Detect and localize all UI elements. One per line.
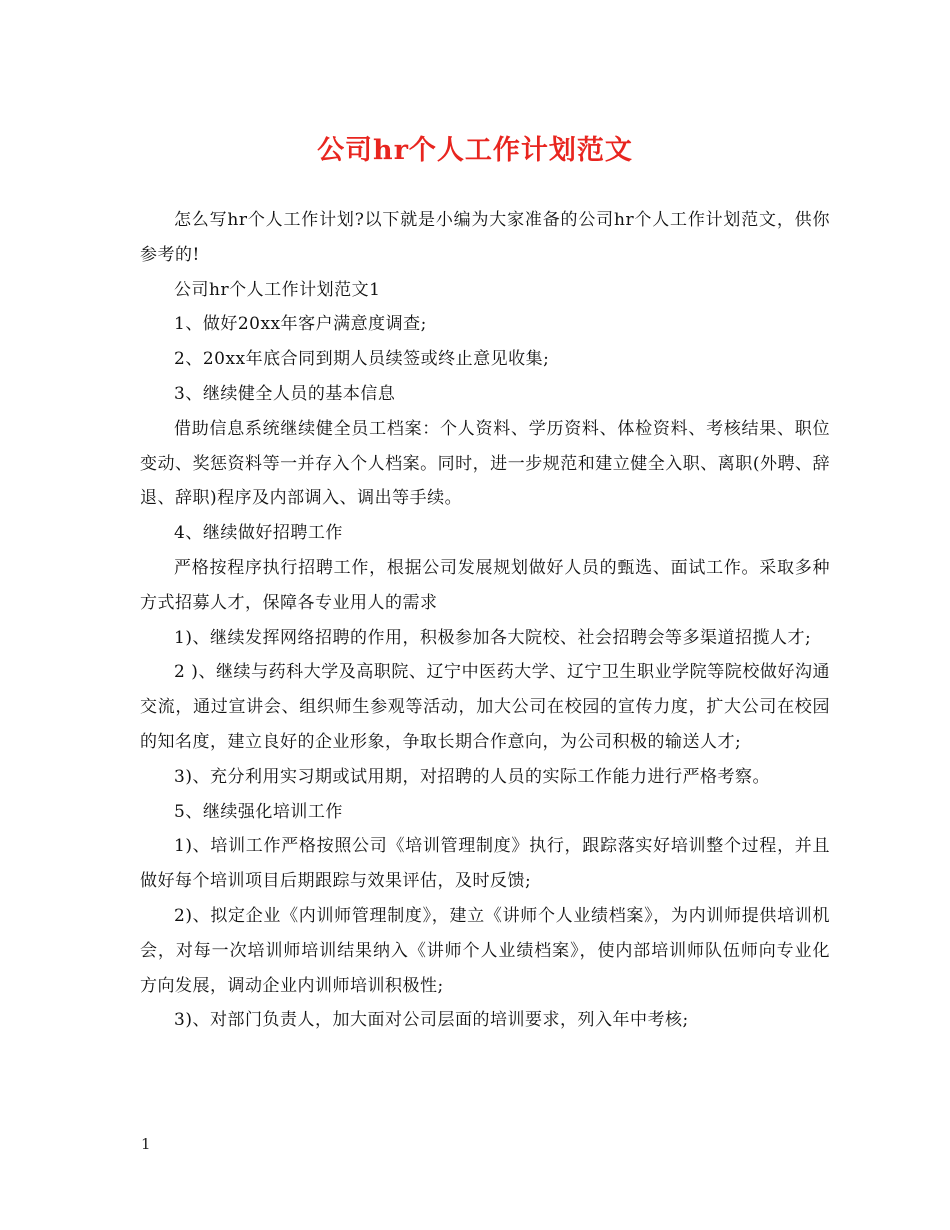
paragraph-item-2: 2、20xx年底合同到期人员续签或终止意见收集; — [174, 349, 550, 370]
document-body — [140, 203, 830, 1038]
paragraph-item-4-sub-2: 2 )、继续与药科大学及高职院、辽宁中医药大学、辽宁卫生职业学院等院校做好沟通交流，通过宣讲会、组织师生参观等活动，加大公司在校园的宣传力度，扩大公司在校园的知名度，建立良好的企业形象，争取长期合作意向，为公司积极的输送人才; — [140, 662, 830, 752]
paragraph-item-5-sub-3: 3)、对部门负责人，加大面对公司层面的培训要求，列入年中考核; — [174, 1010, 689, 1031]
paragraph-item-1: 1、做好20xx年客户满意度调查; — [174, 314, 427, 335]
paragraph-item-4-sub-1: 1)、继续发挥网络招聘的作用，积极参加各大院校、社会招聘会等多渠道招揽人才; — [174, 627, 812, 648]
paragraph-section-heading: 公司hr个人工作计划范文1 — [174, 279, 381, 300]
document-title: 公司hr个人工作计划范文 — [317, 135, 633, 166]
paragraph-item-4: 4、继续做好招聘工作 — [174, 523, 343, 544]
paragraph-item-5-sub-1: 1)、培训工作严格按照公司《培训管理制度》执行，跟踪落实好培训整个过程，并且做好每个培训项目后期跟踪与效果评估，及时反馈; — [140, 836, 830, 892]
paragraph-item-5-sub-2: 2)、拟定企业《内训师管理制度》，建立《讲师个人业绩档案》，为内训师提供培训机会，对每一次培训师培训结果纳入《讲师个人业绩档案》，使内部培训师队伍师向专业化方向发展，调动企业内训师培训积极性; — [140, 905, 830, 996]
paragraph-item-3: 3、继续健全人员的基本信息 — [174, 383, 396, 404]
paragraph-item-4-detail: 严格按程序执行招聘工作，根据公司发展规划做好人员的甄选、面试工作。采取多种方式招募人才，保障各专业用人的需求 — [140, 557, 830, 613]
paragraph-item-4-sub-3: 3)、充分利用实习期或试用期，对招聘的人员的实际工作能力进行严格考察。 — [174, 766, 770, 787]
paragraph-item-3-detail: 借助信息系统继续健全员工档案：个人资料、学历资料、体检资料、考核结果、职位变动、奖惩资料等一并存入个人档案。同时，进一步规范和建立健全入职、离职(外聘、辞退、辞职)程序及内部调入、调出等手续。 — [140, 418, 830, 509]
paragraph-intro: 怎么写hr个人工作计划?以下就是小编为大家准备的公司hr个人工作计划范文，供你参考的! — [140, 210, 830, 265]
page-number: 1 — [141, 1135, 151, 1153]
paragraph-item-5: 5、继续强化培训工作 — [174, 801, 343, 822]
